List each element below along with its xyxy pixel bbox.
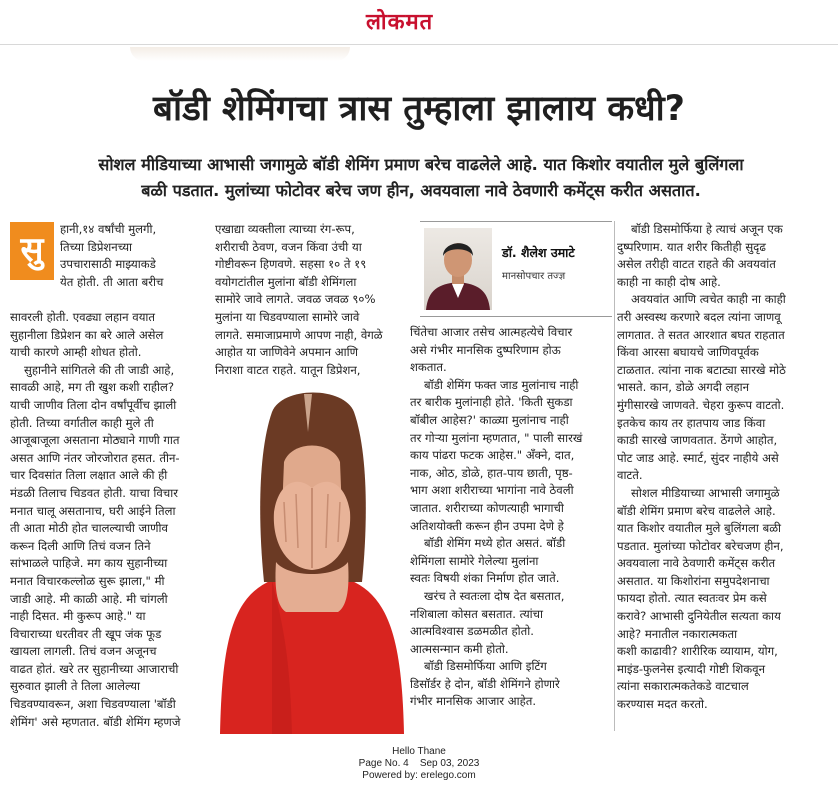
text-line: त्यांना सकारात्मकतेकडे वाटचाल	[617, 679, 749, 694]
text-line: करावे? आभासी दुनियेतील सत्यता काय	[617, 609, 781, 624]
page-footer	[0, 746, 838, 782]
text-line: शरीराची ठेवण, वजन किंवा उंची या	[215, 239, 362, 254]
text-line: बॉडी शेमिंग मध्ये होत असतं. बॉडी	[424, 536, 566, 551]
text-line: उपचारासाठी माझ्याकडे	[60, 257, 156, 272]
text-line: बॉडी शेमिंग फक्त जाड मुलांनाच नाही	[424, 377, 579, 392]
text-line: अवयवांत आणि त्वचेत काही ना काही	[631, 292, 786, 307]
text-line: काडी सारखे जाणवतात. ठेंगणे आहोत,	[617, 433, 778, 448]
footer-powered-by: Powered by: erelego.com	[362, 770, 476, 781]
masthead	[0, 0, 838, 46]
text-line: खरंच ते स्वतःला दोष देत बसतात,	[424, 588, 565, 603]
text-line: नाक, ओठ, डोळे, हात-पाय छाती, पृष्ठ-	[410, 465, 573, 480]
text-line: असत आणि नंतर जोरजोरात हसत. तीन-	[10, 450, 180, 465]
author-role: मानसोपचार तज्ज्ञ	[502, 271, 566, 282]
column-1	[10, 309, 198, 731]
text-line: सुहानीने सांगितले की ती जाडी आहे,	[24, 362, 175, 377]
text-line: वाटते.	[617, 468, 643, 483]
text-line: खायला लागली. तिचं वजन अजूनच	[10, 644, 157, 659]
footer-page-date: Page No. 4 Sep 03, 2023	[358, 758, 480, 769]
text-line: शेमिंग' असे म्हणतात. बॉडी शेमिंग म्हणजे	[10, 714, 181, 729]
text-line: पडतात. मुलांच्या फोटोवर बरेचजण हीन,	[617, 538, 784, 553]
text-line: भासते. कान, डोळे अगदी लहान	[617, 380, 750, 395]
masthead-divider	[0, 44, 838, 45]
text-line: अवयवाला नावे ठेवणारी कमेंट्स करीत	[617, 556, 776, 571]
text-line: निराशा वाटत राहते. यातून डिप्रेशन,	[215, 362, 361, 377]
text-line: सुरुवात झाली ते तिला आलेल्या	[10, 679, 141, 694]
text-line: मुंगीसारखे जाणवते. चेहरा कुरूप वाटतो.	[617, 397, 785, 412]
text-line: इतकेच काय तर हातपाय जाड किंवा	[617, 415, 766, 430]
text-line: मुलांना या चिडवण्याला सामोरे जावे	[215, 309, 360, 324]
column-divider	[614, 221, 615, 731]
text-line: याची कारणे आम्ही शोधत होतो.	[10, 345, 142, 360]
text-line: लागतात. ते सतत आरशात बघत राहतात	[617, 327, 785, 342]
text-line: बॉडी शेमिंग प्रमाण बरेच वाढलेले आहे.	[617, 503, 776, 518]
text-line: वाढत होतं. खरे तर सुहानीच्या आजाराची	[10, 661, 179, 676]
text-line: विचाराच्या धरतीवर ती खूप जंक फूड	[10, 626, 162, 641]
author-box	[420, 221, 612, 317]
text-line: डिसॉर्डर हे दोन, बॉडी शेमिंगने होणारे	[410, 676, 560, 691]
deck-line: सोशल मीडियाच्या आभासी जगामुळे बॉडी शेमिंग प्रमाण बरेच वाढलेले आहे. यात किशोर वयातील मुले बुलिंगला	[98, 155, 744, 174]
text-line: मंडळी तिलाच चिडवत होती. याचा विचार	[10, 485, 178, 500]
deck-line: बळी पडतात. मुलांच्या फोटोवर बरेच जण हीन, अवयवाला नावे ठेवणारी कमेंट्स करीत असतात.	[141, 181, 701, 200]
text-line: सावळी आहे, मग ती खुश कशी राहील?	[10, 380, 175, 395]
text-line: याची जाणीव तिला दोन वर्षांपूर्वीच झाली	[10, 397, 177, 412]
text-line: बॉडी डिसमोर्फिया हे त्याचं अजून एक	[631, 222, 783, 236]
text-line: असे गंभीर मानसिक दुष्परिणाम होऊ	[410, 342, 561, 357]
text-line: आत्मविश्वास डळमळीत होतो.	[410, 624, 534, 639]
text-line: आहे? मनातील नकारात्मकता	[617, 626, 738, 641]
text-line: सावरली होती. एवढ्या लहान वयात	[10, 310, 156, 324]
column-2	[215, 221, 400, 379]
text-line: गोष्टीवरून हिणवणे. सहसा १० ते १९	[215, 257, 367, 272]
lokmat-logo: लोकमत	[366, 10, 434, 35]
text-line: लागते. समाजाप्रमाणे आपण नाही, वेगळे	[215, 327, 383, 342]
text-line: करण्यास मदत करतो.	[617, 697, 708, 712]
text-line: तरी अस्वस्थ करणारे बदल त्यांना जाणवू	[617, 309, 781, 324]
text-line: नाही दिसत. मी कुरूप आहे." या	[10, 609, 146, 624]
text-line: करून दिली आणि तिचं वजन तिने	[10, 538, 151, 553]
text-line: शकतात.	[410, 360, 447, 375]
text-line: असेल तरीही वाटत राहते की अवयवांत	[617, 257, 776, 272]
text-line: बॉबील आहेस?' काळ्या मुलांनाच नाही	[410, 412, 569, 427]
article-headline: बॉडी शेमिंगचा त्रास तुम्हाला झालाय कधी?	[153, 89, 685, 129]
text-line: आहोत या जाणिवेने अपमान आणि	[215, 345, 359, 360]
text-line: माइंड-फुलनेस इत्यादी गोष्टी शिकवून	[617, 661, 766, 676]
text-line: जाडी आहे. मी काळी आहे. मी चांगली	[10, 591, 168, 606]
author-portrait	[424, 228, 492, 310]
text-line: अतिशयोक्ती करून हीन उपमा देणे हे	[410, 518, 564, 533]
photo-illustration	[212, 392, 410, 734]
text-line: तिच्या डिप्रेशनच्या	[60, 239, 133, 254]
text-line: सोशल मीडियाच्या आभासी जगामुळे	[631, 485, 780, 500]
footer-edition: Hello Thane	[392, 746, 446, 757]
text-line: भाग अशा शरीराच्या भागांना नावे ठेवली	[410, 483, 574, 498]
text-line: आत्मसन्मान कमी होतो.	[410, 641, 509, 656]
text-line: होती. तिच्या वर्गातील काही मुले ती	[10, 415, 154, 430]
text-line: नशिबाला कोसत बसतात. त्यांचा	[410, 606, 544, 621]
text-line: येत होती. ती आता बरीच	[60, 274, 164, 289]
text-line: मनात विचारकल्लोळ सुरू झाला," मी	[10, 573, 165, 588]
column-4	[617, 221, 817, 714]
text-line: टाळतात. त्यांना नाक बटाट्या सारखे मोठे	[617, 362, 786, 377]
text-line: गंभीर मानसिक आजार आहेत.	[410, 694, 537, 709]
text-line: पोट जाड आहे. स्मार्ट, सुंदर नाहीये असे	[617, 450, 779, 465]
text-line: असतात. या किशोरांना समुपदेशनाचा	[617, 573, 770, 588]
text-line: ती आता मोठी होत चालल्याची जाणीव	[10, 521, 168, 536]
text-line: मनात चालू असतानाच, घरी आईने तिला	[10, 503, 176, 518]
text-line: चिडवण्यावरून, अशा चिडवण्याला 'बॉडी	[10, 697, 176, 712]
author-name: डॉ. शैलेश उमाटे	[502, 245, 575, 260]
text-line: कशी काढावी? शारीरिक व्यायाम, योग,	[617, 644, 778, 659]
text-line: यात किशोर वयातील मुले बुलिंगला बळी	[617, 521, 782, 536]
text-line: शेमिंगला सामोरे गेलेल्या मुलांना	[410, 553, 539, 568]
text-line: सामोरे जावे लागते. जवळ जवळ ९०%	[215, 292, 376, 307]
text-line: काय पांढरा फटक आहेस." अँक्ने, दात,	[410, 448, 575, 463]
text-line: चिंतेचा आजार तसेच आत्महत्येचे विचार	[410, 325, 573, 339]
text-line: तर गोऱ्या मुलांना म्हणतात, " पाली सारखं	[410, 430, 583, 445]
text-line: चार दिवसांत तिला लक्षात आले की ही	[10, 468, 168, 483]
text-line: आजूबाजूला असताना मोठ्याने गाणी गात	[10, 433, 180, 448]
text-line: एखाद्या व्यक्तीला त्याच्या रंग-रूप,	[215, 222, 355, 236]
column-1-top	[60, 221, 190, 291]
text-line: वयोगटांतील मुलांना बॉडी शेमिंगला	[215, 274, 357, 289]
text-line: किंवा आरसा बघायचे जाणिवपूर्वक	[617, 345, 759, 360]
author-photo	[424, 228, 492, 310]
text-line: दुष्परिणाम. यात शरीर कितीही सुदृढ	[617, 239, 766, 254]
text-line: जातात. शरीराच्या कोणत्याही भागाची	[410, 500, 564, 515]
text-line: काही ना काही दोष आहे.	[617, 274, 721, 289]
text-line: तर बारीक मुलांनाही होते. 'किती सुकडा	[410, 395, 573, 410]
text-line: हानी,१४ वर्षांची मुलगी,	[60, 222, 157, 236]
text-line: बॉडी डिसमोर्फिया आणि इटिंग	[424, 659, 547, 674]
text-line: फायदा होतो. त्यात स्वतःवर प्रेम कसे	[617, 591, 767, 606]
drop-cap: सु	[10, 222, 54, 280]
woman-covering-face-photo	[212, 392, 410, 734]
article-deck	[26, 152, 816, 204]
text-line: सांभाळले पाहिजे. मग काय सुहानीच्या	[10, 556, 168, 571]
page-edge-shadow	[130, 47, 350, 61]
text-line: स्वतः विषयी शंका निर्माण होत जाते.	[410, 571, 560, 586]
column-3	[410, 324, 610, 711]
text-line: सुहानीला डिप्रेशन का बरे आले असेल	[10, 327, 164, 342]
